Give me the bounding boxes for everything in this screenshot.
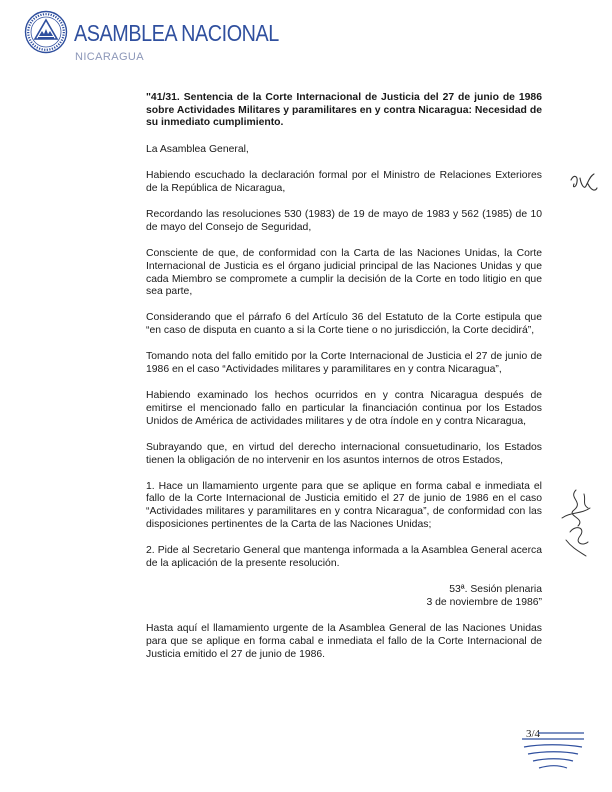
footer-wave-lines-icon <box>520 725 586 773</box>
closing-paragraph: Hasta aquí el llamamiento urgente de la Asamblea General de las Naciones Unidas para que se aplique en forma cabal e inmediata el fallo de la Corte Internacional de Justicia emitido el 27 de junio de 1986. <box>146 623 542 660</box>
session-date: 3 de noviembre de 1986” <box>426 596 542 608</box>
national-seal-icon <box>24 10 68 54</box>
organization-country: NICARAGUA <box>75 51 144 63</box>
paragraph: Subrayando que, en virtud del derecho internacional consuetudinario, los Estados tienen la obligación de no intervenir en los asuntos internos de otros Estados, <box>146 441 542 466</box>
session-signoff <box>146 584 542 609</box>
resolution-title: "41/31. Sentencia de la Corte Internacional de Justicia del 27 de junio de 1986 sobre Actividades Militares y paramilitares en y contra Nicaragua: Necesidad de su inmediato cumplimiento. <box>146 92 542 129</box>
paragraph: 2. Pide al Secretario General que mantenga informada a la Asamblea General acerca de la aplicación de la presente resolución. <box>146 545 542 569</box>
handwritten-signature <box>556 488 596 558</box>
session-label: 53ª. Sesión plenaria <box>449 583 542 595</box>
paragraph: Habiendo examinado los hechos ocurridos en y contra Nicaragua después de emitirse el mencionado fallo en particular la financiación continua por los Estados Unidos de América de actividades militares y de otra índole en y contra Nicaragua, <box>146 390 542 427</box>
handwritten-initials <box>568 170 600 198</box>
paragraph: 1. Hace un llamamiento urgente para que se aplique en forma cabal e inmediata el fallo de la Corte Internacional de Justicia emitido el 27 de junio de 1986 en el caso “Actividades militares y paramilitares en y contra Nicaragua”, de conformidad con las disposiciones pertinentes de la Carta de las Naciones Unidas; <box>146 480 542 530</box>
paragraph: Recordando las resoluciones 530 (1983) de 19 de mayo de 1983 y 562 (1985) de 10 de mayo del Consejo de Seguridad, <box>146 209 542 233</box>
paragraph: Habiendo escuchado la declaración formal por el Ministro de Relaciones Exteriores de la República de Nicaragua, <box>146 170 542 195</box>
paragraph: La Asamblea General, <box>146 144 249 156</box>
paragraph: Consciente de que, de conformidad con la Carta de las Naciones Unidas, la Corte Internacional de Justicia es el órgano judicial principal de las Naciones Unidas y que cada Miembro se compromete a cumplir la decisión de la Corte en todo litigio en que sea parte, <box>146 248 542 298</box>
document-body <box>146 92 542 675</box>
paragraph: Considerando que el párrafo 6 del Artículo 36 del Estatuto de la Corte estipula que “en caso de disputa en cuanto a si la Corte tiene o no jurisdicción, la Corte decidirá”, <box>146 312 542 337</box>
paragraph: Tomando nota del fallo emitido por la Corte Internacional de Justicia el 27 de junio de 1986 en el caso “Actividades militares y paramilitares en y contra Nicaragua”, <box>146 351 542 376</box>
organization-name: ASAMBLEA NACIONAL <box>74 20 279 46</box>
page-number: 3/4 <box>526 728 541 740</box>
